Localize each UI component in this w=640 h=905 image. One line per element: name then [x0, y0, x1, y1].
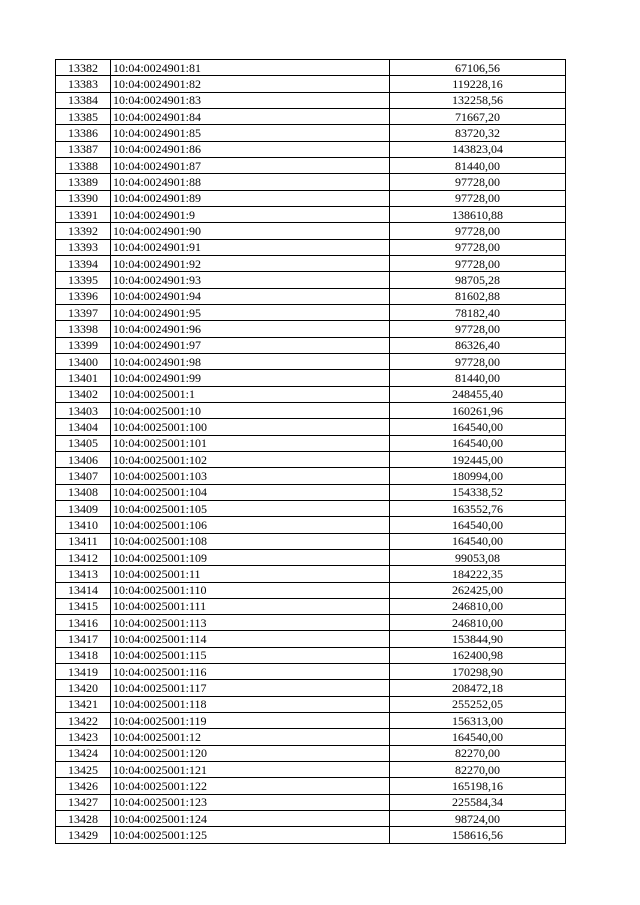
cadastral-number-cell: 10:04:0025001:114 — [111, 631, 390, 647]
cadastral-value-cell: 164540,00 — [390, 729, 566, 745]
cadastral-number-cell: 10:04:0024901:98 — [111, 353, 390, 369]
cadastral-number-cell: 10:04:0024901:97 — [111, 337, 390, 353]
cadastral-number-cell: 10:04:0024901:92 — [111, 255, 390, 271]
row-number-cell: 13400 — [56, 353, 111, 369]
cadastral-number-cell: 10:04:0025001:110 — [111, 582, 390, 598]
row-number-cell: 13415 — [56, 598, 111, 614]
row-number-cell: 13418 — [56, 647, 111, 663]
cadastral-number-cell: 10:04:0024901:9 — [111, 206, 390, 222]
table-row — [56, 566, 566, 582]
table-row — [56, 631, 566, 647]
row-number-cell: 13390 — [56, 190, 111, 206]
row-number-cell: 13419 — [56, 664, 111, 680]
cadastral-value-table — [55, 59, 566, 844]
row-number-cell: 13392 — [56, 223, 111, 239]
cadastral-number-cell: 10:04:0025001:124 — [111, 811, 390, 827]
row-number-cell: 13389 — [56, 174, 111, 190]
cadastral-number-cell: 10:04:0025001:118 — [111, 696, 390, 712]
cadastral-value-cell: 246810,00 — [390, 598, 566, 614]
table-row — [56, 696, 566, 712]
cadastral-value-cell: 97728,00 — [390, 239, 566, 255]
table-row — [56, 370, 566, 386]
cadastral-value-cell: 154338,52 — [390, 484, 566, 500]
row-number-cell: 13387 — [56, 141, 111, 157]
cadastral-value-cell: 248455,40 — [390, 386, 566, 402]
table-row — [56, 255, 566, 271]
cadastral-value-cell: 78182,40 — [390, 304, 566, 320]
cadastral-number-cell: 10:04:0025001:101 — [111, 435, 390, 451]
cadastral-value-cell: 81602,88 — [390, 288, 566, 304]
cadastral-value-cell: 160261,96 — [390, 402, 566, 418]
table-row — [56, 598, 566, 614]
cadastral-value-cell: 83720,32 — [390, 125, 566, 141]
cadastral-value-cell: 153844,90 — [390, 631, 566, 647]
row-number-cell: 13388 — [56, 157, 111, 173]
cadastral-value-cell: 164540,00 — [390, 533, 566, 549]
table-row — [56, 157, 566, 173]
row-number-cell: 13391 — [56, 206, 111, 222]
table-row — [56, 76, 566, 92]
row-number-cell: 13428 — [56, 811, 111, 827]
cadastral-value-cell: 81440,00 — [390, 157, 566, 173]
table-body — [56, 60, 566, 844]
row-number-cell: 13393 — [56, 239, 111, 255]
row-number-cell: 13413 — [56, 566, 111, 582]
table-row — [56, 713, 566, 729]
table-row — [56, 517, 566, 533]
row-number-cell: 13409 — [56, 500, 111, 516]
cadastral-number-cell: 10:04:0025001:10 — [111, 402, 390, 418]
cadastral-number-cell: 10:04:0024901:96 — [111, 321, 390, 337]
cadastral-value-cell: 156313,00 — [390, 713, 566, 729]
cadastral-number-cell: 10:04:0025001:113 — [111, 615, 390, 631]
table-row — [56, 664, 566, 680]
cadastral-number-cell: 10:04:0025001:122 — [111, 778, 390, 794]
row-number-cell: 13402 — [56, 386, 111, 402]
cadastral-number-cell: 10:04:0024901:84 — [111, 108, 390, 124]
row-number-cell: 13416 — [56, 615, 111, 631]
cadastral-value-cell: 86326,40 — [390, 337, 566, 353]
cadastral-value-cell: 262425,00 — [390, 582, 566, 598]
table-row — [56, 435, 566, 451]
cadastral-value-cell: 97728,00 — [390, 321, 566, 337]
cadastral-number-cell: 10:04:0024901:81 — [111, 60, 390, 76]
cadastral-value-cell: 119228,16 — [390, 76, 566, 92]
row-number-cell: 13421 — [56, 696, 111, 712]
cadastral-value-cell: 82270,00 — [390, 745, 566, 761]
row-number-cell: 13407 — [56, 468, 111, 484]
cadastral-value-cell: 97728,00 — [390, 223, 566, 239]
cadastral-number-cell: 10:04:0024901:86 — [111, 141, 390, 157]
cadastral-value-cell: 164540,00 — [390, 435, 566, 451]
row-number-cell: 13386 — [56, 125, 111, 141]
table-row — [56, 402, 566, 418]
cadastral-value-cell: 97728,00 — [390, 190, 566, 206]
cadastral-number-cell: 10:04:0025001:100 — [111, 419, 390, 435]
cadastral-number-cell: 10:04:0025001:11 — [111, 566, 390, 582]
cadastral-number-cell: 10:04:0025001:123 — [111, 794, 390, 810]
table-row — [56, 174, 566, 190]
cadastral-value-cell: 192445,00 — [390, 451, 566, 467]
cadastral-number-cell: 10:04:0024901:93 — [111, 272, 390, 288]
table-row — [56, 108, 566, 124]
table-row — [56, 468, 566, 484]
cadastral-number-cell: 10:04:0025001:119 — [111, 713, 390, 729]
cadastral-number-cell: 10:04:0024901:87 — [111, 157, 390, 173]
row-number-cell: 13403 — [56, 402, 111, 418]
cadastral-value-cell: 132258,56 — [390, 92, 566, 108]
table-row — [56, 811, 566, 827]
table-row — [56, 337, 566, 353]
cadastral-number-cell: 10:04:0025001:111 — [111, 598, 390, 614]
row-number-cell: 13429 — [56, 827, 111, 843]
cadastral-value-cell: 138610,88 — [390, 206, 566, 222]
cadastral-value-cell: 246810,00 — [390, 615, 566, 631]
cadastral-number-cell: 10:04:0024901:95 — [111, 304, 390, 320]
table-row — [56, 647, 566, 663]
cadastral-value-cell: 98724,00 — [390, 811, 566, 827]
cadastral-number-cell: 10:04:0025001:1 — [111, 386, 390, 402]
cadastral-value-cell: 180994,00 — [390, 468, 566, 484]
cadastral-value-cell: 67106,56 — [390, 60, 566, 76]
cadastral-value-cell: 81440,00 — [390, 370, 566, 386]
row-number-cell: 13425 — [56, 762, 111, 778]
table-row — [56, 500, 566, 516]
table-row — [56, 745, 566, 761]
table-row — [56, 239, 566, 255]
cadastral-number-cell: 10:04:0025001:116 — [111, 664, 390, 680]
table-row — [56, 288, 566, 304]
cadastral-number-cell: 10:04:0025001:117 — [111, 680, 390, 696]
table-row — [56, 615, 566, 631]
table-row — [56, 321, 566, 337]
table-row — [56, 582, 566, 598]
cadastral-value-cell: 158616,56 — [390, 827, 566, 843]
table-row — [56, 304, 566, 320]
table-row — [56, 794, 566, 810]
row-number-cell: 13411 — [56, 533, 111, 549]
cadastral-value-cell: 97728,00 — [390, 353, 566, 369]
row-number-cell: 13394 — [56, 255, 111, 271]
cadastral-number-cell: 10:04:0024901:85 — [111, 125, 390, 141]
cadastral-number-cell: 10:04:0025001:115 — [111, 647, 390, 663]
cadastral-value-cell: 97728,00 — [390, 174, 566, 190]
cadastral-value-cell: 255252,05 — [390, 696, 566, 712]
table-row — [56, 729, 566, 745]
row-number-cell: 13404 — [56, 419, 111, 435]
cadastral-number-cell: 10:04:0025001:12 — [111, 729, 390, 745]
cadastral-number-cell: 10:04:0024901:88 — [111, 174, 390, 190]
table-row — [56, 223, 566, 239]
cadastral-value-cell: 98705,28 — [390, 272, 566, 288]
row-number-cell: 13424 — [56, 745, 111, 761]
row-number-cell: 13385 — [56, 108, 111, 124]
row-number-cell: 13401 — [56, 370, 111, 386]
cadastral-value-cell: 165198,16 — [390, 778, 566, 794]
table-row — [56, 827, 566, 843]
table-row — [56, 272, 566, 288]
cadastral-value-cell: 164540,00 — [390, 419, 566, 435]
cadastral-value-cell: 162400,98 — [390, 647, 566, 663]
table-row — [56, 419, 566, 435]
row-number-cell: 13406 — [56, 451, 111, 467]
cadastral-number-cell: 10:04:0024901:82 — [111, 76, 390, 92]
cadastral-number-cell: 10:04:0025001:120 — [111, 745, 390, 761]
cadastral-value-cell: 163552,76 — [390, 500, 566, 516]
cadastral-number-cell: 10:04:0024901:89 — [111, 190, 390, 206]
row-number-cell: 13426 — [56, 778, 111, 794]
row-number-cell: 13384 — [56, 92, 111, 108]
cadastral-number-cell: 10:04:0024901:91 — [111, 239, 390, 255]
row-number-cell: 13397 — [56, 304, 111, 320]
cadastral-value-cell: 184222,35 — [390, 566, 566, 582]
cadastral-value-cell: 164540,00 — [390, 517, 566, 533]
row-number-cell: 13412 — [56, 549, 111, 565]
table-row — [56, 60, 566, 76]
cadastral-value-cell: 225584,34 — [390, 794, 566, 810]
row-number-cell: 13405 — [56, 435, 111, 451]
table-row — [56, 141, 566, 157]
row-number-cell: 13427 — [56, 794, 111, 810]
row-number-cell: 13414 — [56, 582, 111, 598]
row-number-cell: 13408 — [56, 484, 111, 500]
cadastral-value-cell: 170298,90 — [390, 664, 566, 680]
cadastral-number-cell: 10:04:0025001:125 — [111, 827, 390, 843]
cadastral-value-cell: 82270,00 — [390, 762, 566, 778]
cadastral-value-cell: 71667,20 — [390, 108, 566, 124]
table-row — [56, 778, 566, 794]
cadastral-number-cell: 10:04:0024901:90 — [111, 223, 390, 239]
row-number-cell: 13410 — [56, 517, 111, 533]
table-row — [56, 206, 566, 222]
row-number-cell: 13396 — [56, 288, 111, 304]
table-row — [56, 484, 566, 500]
cadastral-value-cell: 208472,18 — [390, 680, 566, 696]
cadastral-number-cell: 10:04:0025001:104 — [111, 484, 390, 500]
table-row — [56, 386, 566, 402]
cadastral-number-cell: 10:04:0024901:94 — [111, 288, 390, 304]
cadastral-number-cell: 10:04:0024901:99 — [111, 370, 390, 386]
cadastral-value-cell: 97728,00 — [390, 255, 566, 271]
table-row — [56, 762, 566, 778]
row-number-cell: 13423 — [56, 729, 111, 745]
cadastral-number-cell: 10:04:0025001:109 — [111, 549, 390, 565]
cadastral-number-cell: 10:04:0025001:105 — [111, 500, 390, 516]
table-row — [56, 451, 566, 467]
row-number-cell: 13395 — [56, 272, 111, 288]
row-number-cell: 13382 — [56, 60, 111, 76]
row-number-cell: 13399 — [56, 337, 111, 353]
row-number-cell: 13417 — [56, 631, 111, 647]
cadastral-number-cell: 10:04:0025001:102 — [111, 451, 390, 467]
cadastral-number-cell: 10:04:0025001:103 — [111, 468, 390, 484]
row-number-cell: 13398 — [56, 321, 111, 337]
table-row — [56, 549, 566, 565]
cadastral-number-cell: 10:04:0024901:83 — [111, 92, 390, 108]
cadastral-number-cell: 10:04:0025001:121 — [111, 762, 390, 778]
table-row — [56, 353, 566, 369]
row-number-cell: 13422 — [56, 713, 111, 729]
table-row — [56, 533, 566, 549]
row-number-cell: 13383 — [56, 76, 111, 92]
cadastral-number-cell: 10:04:0025001:108 — [111, 533, 390, 549]
table-row — [56, 680, 566, 696]
cadastral-value-cell: 99053,08 — [390, 549, 566, 565]
table-row — [56, 92, 566, 108]
row-number-cell: 13420 — [56, 680, 111, 696]
document-page — [55, 59, 566, 844]
table-row — [56, 190, 566, 206]
table-row — [56, 125, 566, 141]
cadastral-number-cell: 10:04:0025001:106 — [111, 517, 390, 533]
cadastral-value-cell: 143823,04 — [390, 141, 566, 157]
